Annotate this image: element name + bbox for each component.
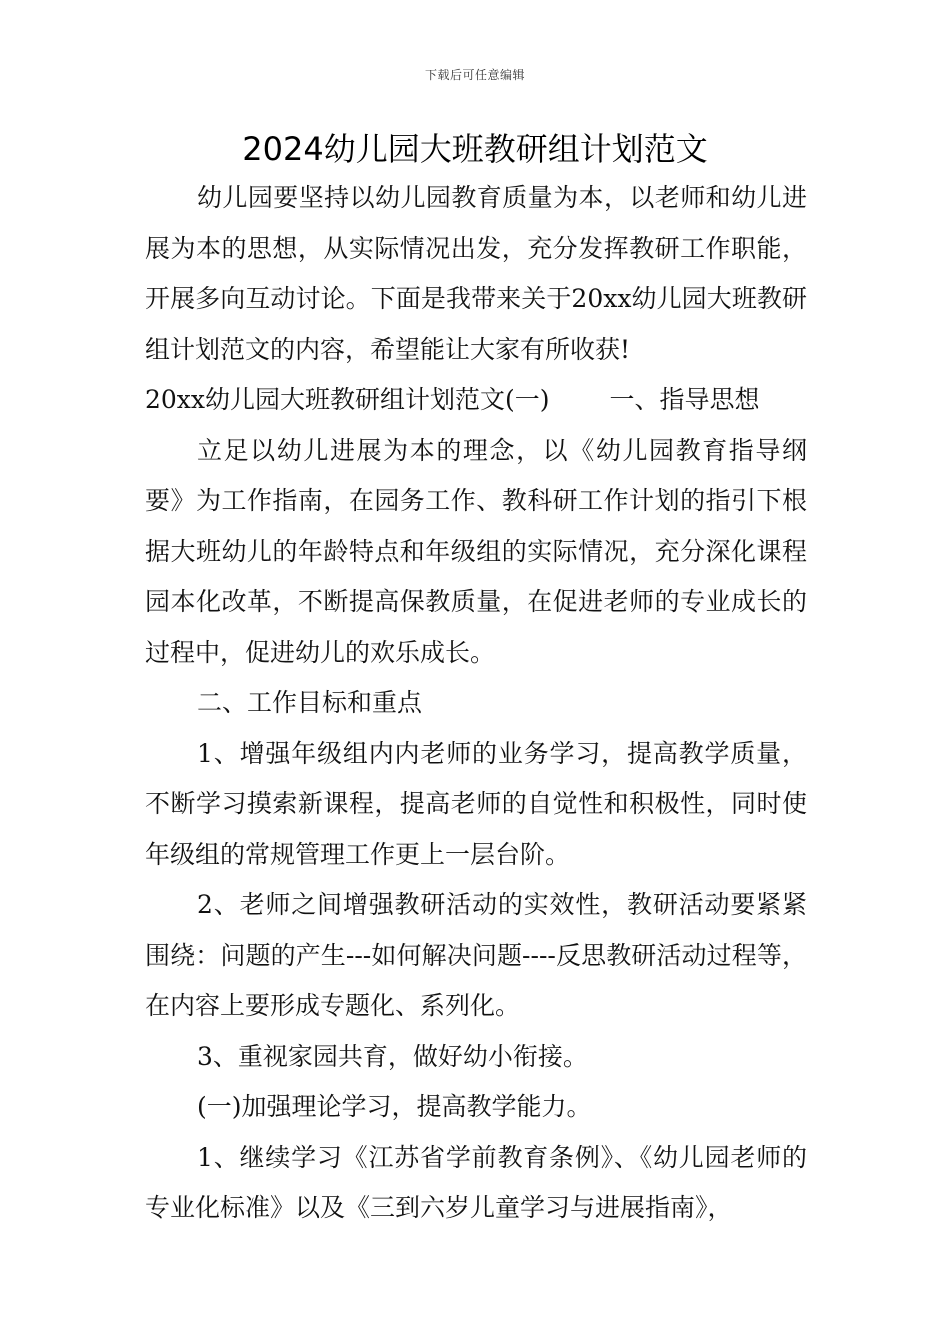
- section-heading-line: [145, 375, 807, 426]
- paragraph-guiding-thought: 立足以幼儿进展为本的理念，以《幼儿园教育指导纲要》为工作指南，在园务工作、教科研工作计划的指引下根据大班幼儿的年龄特点和年级组的实际情况，充分深化课程园本化改革，不断提高保教质量，在促进老师的专业成长的过程中，促进幼儿的欢乐成长。: [145, 435, 807, 667]
- paragraph-item-1: 1、继续学习《江苏省学前教育条例》、《幼儿园老师的专业化标准》以及《三到六岁儿童学习与进展指南》，: [145, 1142, 807, 1222]
- document-body: [145, 173, 807, 1234]
- section-subheading: 一、指导思想: [609, 385, 760, 414]
- heading-goals: 二、工作目标和重点: [197, 688, 423, 717]
- paragraph-goal-2: 2、老师之间增强教研活动的实效性，教研活动要紧紧围绕：问题的产生---如何解决问题----反思教研活动过程等，在内容上要形成专题化、系列化。: [145, 890, 807, 1020]
- document-title: 2024幼儿园大班教研组计划范文: [242, 130, 708, 168]
- paragraph-goal-3: 3、重视家园共育，做好幼小衔接。: [197, 1041, 588, 1071]
- paragraph-subsection-1: (一)加强理论学习，提高教学能力。: [197, 1092, 592, 1121]
- header-note: 下载后可任意编辑: [424, 68, 525, 82]
- paragraph-goal-1: 1、增强年级组内内老师的业务学习，提高教学质量，不断学习摸索新课程，提高老师的自觉性和积极性，同时使年级组的常规管理工作更上一层台阶。: [145, 738, 807, 869]
- intro-paragraph: 幼儿园要坚持以幼儿园教育质量为本，以老师和幼儿进展为本的思想，从实际情况出发，充分发挥教研工作职能，开展多向互动讨论。下面是我带来关于20xx幼儿园大班教研组计划范文的内容，希望能让大家有所收获!: [145, 183, 807, 364]
- section-heading: 20xx幼儿园大班教研组计划范文(一): [145, 385, 550, 414]
